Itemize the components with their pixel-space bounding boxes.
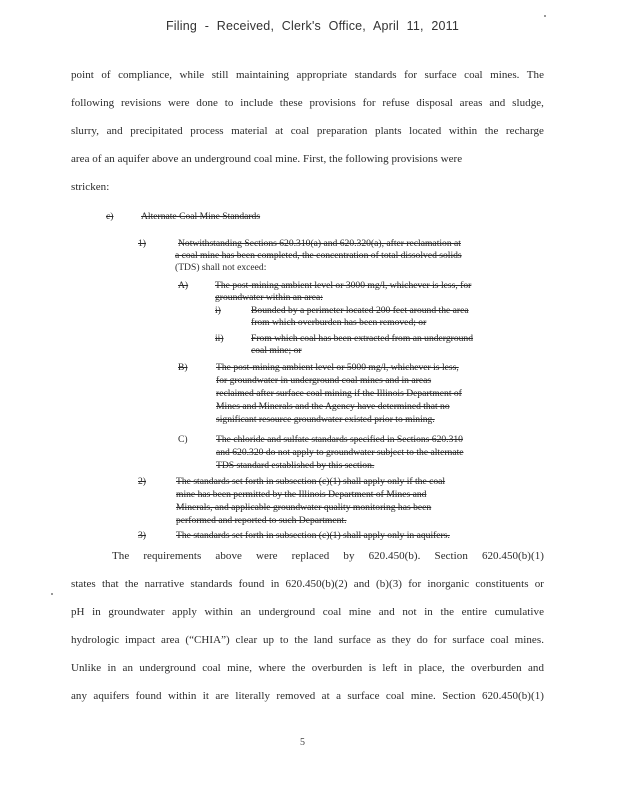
- page-number: 5: [300, 737, 305, 748]
- struck-i-line-1: Bounded by a perimeter located 200 feet around the area: [251, 305, 469, 316]
- para1-line-4: area of an aquifer above an underground coal mine. First, the following provisions were: [71, 153, 463, 165]
- para1-line-5: stricken:: [71, 181, 110, 193]
- struck-A-label: A): [178, 280, 189, 291]
- struck-1-line-2: a coal mine has been completed, the concentration of total dissolved solids: [175, 250, 462, 261]
- struck-i-line-2: from which overburden has been removed; or: [251, 317, 427, 328]
- para1-line-3: slurry, and precipitated process material at coal preparation plants located within the recharge: [71, 125, 544, 137]
- para1-line-1: point of compliance, while still maintaining appropriate standards for surface coal mines. The: [71, 69, 544, 81]
- struck-2-line-4: performed and reported to such Department.: [176, 515, 347, 526]
- struck-C-label: C): [178, 434, 188, 445]
- para1-line-2: following revisions were done to include these provisions for refuse disposal areas and sludge,: [71, 97, 544, 109]
- struck-B-line-1: The post-mining ambient level or 5000 mg/l, whichever is less,: [216, 362, 459, 373]
- struck-1-line-1: Notwithstanding Sections 620.310(a) and 620.320(a), after reclamation at: [178, 238, 461, 249]
- struck-1-label: 1): [138, 238, 146, 249]
- para2-line-4: hydrologic impact area (“CHIA”) clear up to the land surface as they do for surface coal mines.: [71, 634, 544, 646]
- para2-line-5: Unlike in an underground coal mine, where the overburden is left in place, the overburden and: [71, 662, 544, 674]
- struck-ii-line-1: From which coal has been extracted from an underground: [251, 333, 474, 344]
- scan-speck: [51, 593, 53, 595]
- para2-line-6: any aquifers found within it are literally removed at a surface coal mine. Section 620.450(b)(1): [71, 690, 544, 702]
- struck-1-line-3: (TDS) shall not exceed:: [175, 262, 267, 273]
- struck-C-line-1: The chloride and sulfate standards specified in Sections 620.310: [216, 434, 463, 445]
- struck-3-label: 3): [138, 530, 146, 541]
- struck-C-line-2: and 620.320 do not apply to groundwater subject to the alternate: [216, 447, 464, 458]
- filing-header: Filing - Received, Clerk's Office, April 11, 2011: [165, 19, 460, 33]
- struck-B-line-4: Mines and Minerals and the Agency have determined that no: [216, 401, 450, 412]
- struck-A-line-2: groundwater within an area:: [215, 292, 323, 303]
- struck-B-line-5: significant resource groundwater existed prior to mining.: [216, 414, 435, 425]
- struck-2-line-3: Minerals, and applicable groundwater quality monitoring has been: [176, 502, 432, 513]
- struck-ii-label: ii): [215, 333, 224, 344]
- struck-B-line-2: for groundwater in underground coal mines and in areas: [216, 375, 432, 386]
- struck-B-label: B): [178, 362, 188, 373]
- struck-2-line-2: mine has been permitted by the Illinois Department of Mines and: [176, 489, 427, 500]
- struck-2-label: 2): [138, 476, 146, 487]
- struck-ii-line-2: coal mine; or: [251, 345, 302, 356]
- struck-c-label: c): [106, 211, 114, 222]
- para2-line-3: pH in groundwater apply within an underground coal mine and not in the entire cumulative: [71, 606, 544, 618]
- struck-B-line-3: reclaimed after surface coal mining if the Illinois Department of: [216, 388, 462, 399]
- struck-3-line-1: The standards set forth in subsection (c)(1) shall apply only in aquifers.: [176, 530, 450, 541]
- para2-line-2: states that the narrative standards found in 620.450(b)(2) and (b)(3) for inorganic constituents or: [71, 578, 544, 590]
- struck-A-line-1: The post-mining ambient level or 3000 mg/l, whichever is less, for: [215, 280, 472, 291]
- scan-speck: [544, 15, 546, 17]
- struck-2-line-1: The standards set forth in subsection (c)(1) shall apply only if the coal: [176, 476, 446, 487]
- struck-c-title: Alternate Coal Mine Standards: [141, 211, 261, 222]
- struck-i-label: i): [215, 305, 221, 316]
- para2-line-1: The requirements above were replaced by 620.450(b). Section 620.450(b)(1): [112, 550, 544, 562]
- struck-C-line-3: TDS standard established by this section.: [216, 460, 375, 471]
